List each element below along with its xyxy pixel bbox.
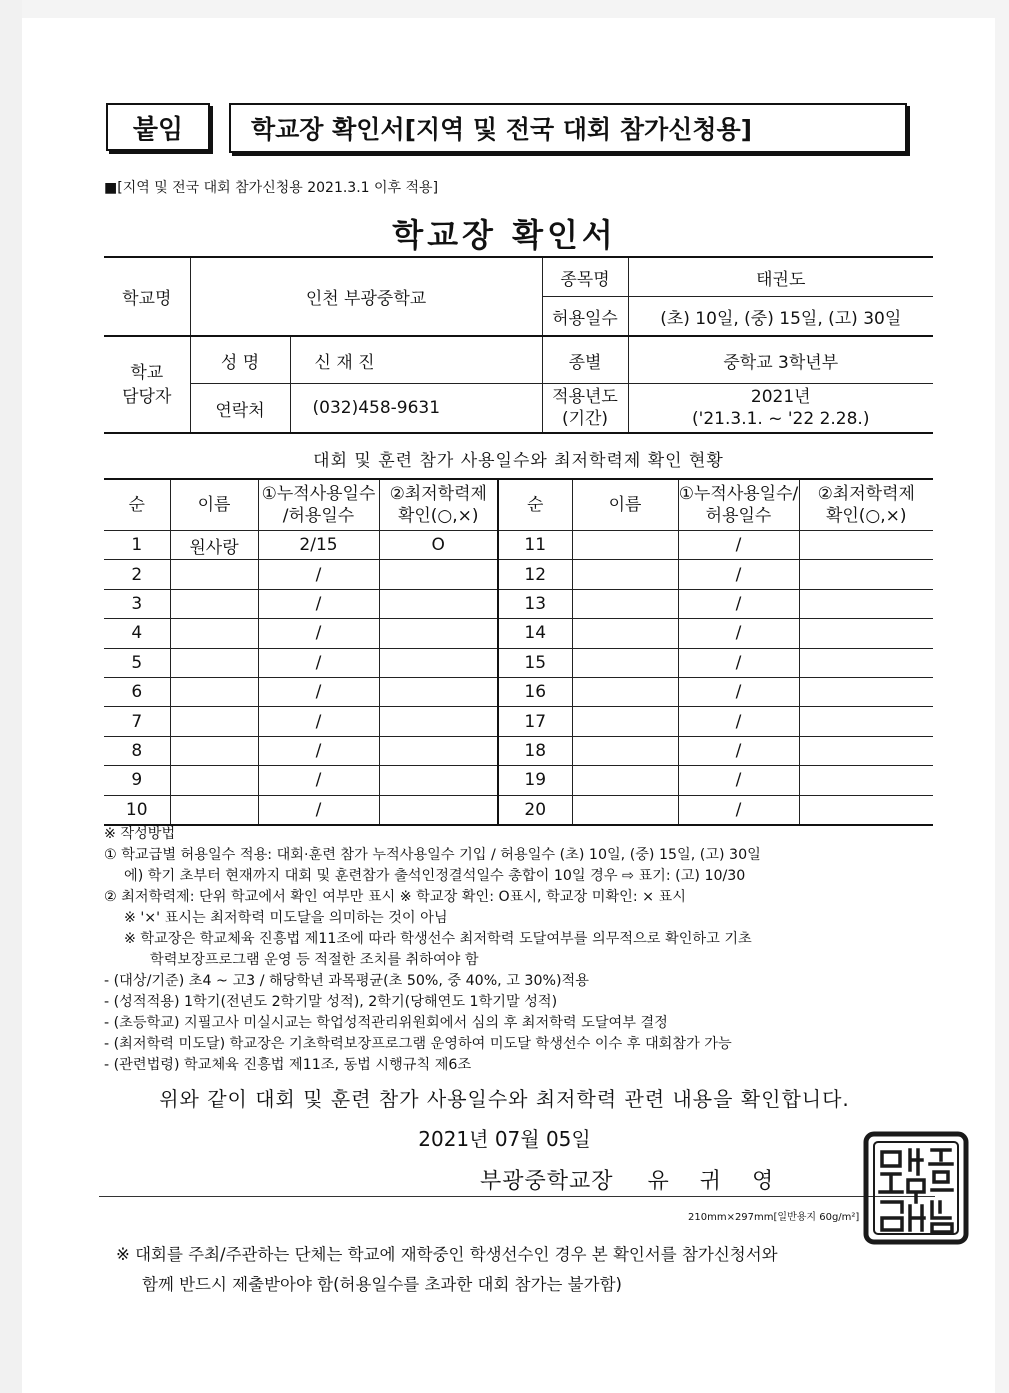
note-line: ※ 작성방법: [104, 826, 176, 842]
note-line: - (대상/기준) 초4 ~ 고3 / 해당학년 과목평균(초 50%, 중 40%, 고 30%)적용: [104, 973, 589, 989]
row-number: 17: [498, 707, 572, 736]
col-header-name: 이름: [170, 479, 258, 531]
school-seal-stamp: [860, 1128, 972, 1248]
info-table: [104, 256, 933, 434]
days-used: /: [678, 589, 799, 618]
division-label: 종별: [542, 336, 628, 384]
table-row: [104, 736, 933, 765]
grade-check: [379, 589, 498, 618]
athlete-name: [170, 707, 258, 736]
notice-line: 함께 반드시 제출받아야 함(허용일수를 초과한 대회 참가는 불가함): [142, 1275, 622, 1294]
divider: [99, 1196, 935, 1197]
table-row: [104, 648, 933, 677]
note-line: 학력보장프로그램 운영 등 적절한 조치를 취하여야 함: [150, 952, 479, 968]
row-number: 2: [104, 560, 170, 589]
table-row: [104, 560, 933, 589]
page-edge: [0, 0, 22, 1393]
submission-notice: [116, 1240, 906, 1300]
row-number: 7: [104, 707, 170, 736]
page-edge: [995, 0, 1009, 1393]
days-used: /: [258, 648, 379, 677]
athlete-name: [170, 677, 258, 706]
row-number: 3: [104, 589, 170, 618]
athlete-name: [170, 589, 258, 618]
row-number: 19: [498, 766, 572, 795]
athlete-name: [572, 736, 678, 765]
contact-label: 연락처: [190, 384, 290, 434]
grade-check: [379, 648, 498, 677]
principal-signature: [480, 1164, 785, 1195]
row-number: 6: [104, 677, 170, 706]
row-number: 10: [104, 795, 170, 825]
row-number: 14: [498, 619, 572, 648]
athlete-name: [170, 648, 258, 677]
note-line: - (최저학력 미도달) 학교장은 기초학력보장프로그램 운영하여 미도달 학생선수 이수 후 대회참가 가능: [104, 1036, 732, 1052]
allowed-label: 허용일수: [542, 297, 628, 337]
table-row: [104, 589, 933, 618]
col-header-grade-2: ②최저학력제 확인(○,×): [799, 479, 933, 531]
col-header-no-2: 순: [498, 479, 572, 531]
paper-spec: 210mm×297mm[일반용지 60g/m²]: [688, 1212, 860, 1223]
grade-check: [379, 560, 498, 589]
days-used: /: [678, 677, 799, 706]
days-used: /: [678, 531, 799, 560]
row-number: 5: [104, 648, 170, 677]
summary-title: 대회 및 훈련 참가 사용일수와 최저학력제 확인 현황: [313, 451, 724, 471]
days-used: /: [258, 707, 379, 736]
grade-check: [799, 531, 933, 560]
col-header-no: 순: [104, 479, 170, 531]
row-number: 18: [498, 736, 572, 765]
row-number: 11: [498, 531, 572, 560]
col-header-days: ①누적사용일수 /허용일수: [258, 479, 379, 531]
table-row: [104, 619, 933, 648]
days-used: /: [678, 560, 799, 589]
note-line: - (관련법령) 학교체육 진흥법 제11조, 동법 시행규칙 제6조: [104, 1057, 472, 1073]
grade-check: [799, 736, 933, 765]
col-header-days-2: ①누적사용일수/ 허용일수: [678, 479, 799, 531]
row-number: 4: [104, 619, 170, 648]
table-row: [104, 707, 933, 736]
row-number: 9: [104, 766, 170, 795]
note-line: ② 최저학력제: 단위 학교에서 확인 여부만 표시 ※ 학교장 확인: O표시, 학교장 미확인: × 표시: [104, 889, 686, 905]
year-value: 2021년: [750, 387, 811, 407]
issue-date: 2021년 07월 05일: [418, 1127, 591, 1151]
athlete-name: [170, 795, 258, 825]
page-edge: [0, 0, 1009, 18]
row-number: 16: [498, 677, 572, 706]
athlete-name: [572, 677, 678, 706]
school-label: 학교명: [104, 257, 190, 336]
row-number: 20: [498, 795, 572, 825]
grade-check: [379, 795, 498, 825]
days-used: /: [678, 619, 799, 648]
allowed-value: (초) 10일, (중) 15일, (고) 30일: [628, 297, 933, 337]
name-label: 성 명: [190, 336, 290, 384]
grade-check: [799, 677, 933, 706]
table-row: [104, 677, 933, 706]
athlete-name: [572, 707, 678, 736]
days-used: /: [258, 560, 379, 589]
year-cell: [628, 384, 933, 434]
principal-name: 유 귀 영: [647, 1169, 786, 1194]
row-number: 13: [498, 589, 572, 618]
name-value: 신 재 진: [290, 336, 542, 384]
athlete-name: [572, 766, 678, 795]
grade-check: [799, 707, 933, 736]
grade-check: [799, 560, 933, 589]
days-used: /: [258, 619, 379, 648]
grade-check: O: [379, 531, 498, 560]
days-used: 2/15: [258, 531, 379, 560]
confirmation-statement: 위와 같이 대회 및 훈련 참가 사용일수와 최저학력 관련 내용을 확인합니다.: [159, 1087, 850, 1111]
participation-table: [104, 478, 933, 826]
col-header-name-2: 이름: [572, 479, 678, 531]
grade-check: [379, 736, 498, 765]
grade-check: [379, 677, 498, 706]
athlete-name: [572, 589, 678, 618]
notice-line: ※ 대회를 주최/주관하는 단체는 학교에 재학중인 학생선수인 경우 본 확인서를 참가신청서와: [116, 1245, 778, 1264]
athlete-name: [572, 560, 678, 589]
note-line: ① 학교급별 허용일수 적용: 대회·훈련 참가 누적사용일수 기입 / 허용일수 (초) 10일, (중) 15일, (고) 30일: [104, 847, 761, 863]
principal-title: 부광중학교장: [480, 1169, 614, 1194]
writing-instructions: [104, 824, 939, 1076]
school-value: 인천 부광중학교: [190, 257, 542, 336]
manager-label: 학교 담당자: [104, 336, 190, 433]
days-used: /: [678, 766, 799, 795]
document-title: 학교장 확인서: [392, 216, 617, 254]
athlete-name: [572, 648, 678, 677]
division-value: 중학교 3학년부: [628, 336, 933, 384]
note-line: ※ 학교장은 학교체육 진흥법 제11조에 따라 학생선수 최저학력 도달여부를 의무적으로 확인하고 기초: [124, 931, 752, 947]
athlete-name: [170, 766, 258, 795]
note-line: ※ '×' 표시는 최저학력 미도달을 의미하는 것이 아님: [124, 910, 448, 926]
athlete-name: [170, 736, 258, 765]
contact-value: (032)458-9631: [290, 384, 542, 434]
grade-check: [799, 795, 933, 825]
year-label: 적용년도 (기간): [542, 384, 628, 434]
grade-check: [379, 766, 498, 795]
attachment-label: 붙임: [106, 103, 210, 151]
grade-check: [799, 648, 933, 677]
col-header-grade: ②최저학력제 확인(○,×): [379, 479, 498, 531]
grade-check: [379, 619, 498, 648]
note-line: - (초등학교) 지필고사 미실시교는 학업성적관리위원회에서 심의 후 최저학력 도달여부 결정: [104, 1015, 668, 1031]
table-row: [104, 766, 933, 795]
table-row: [104, 795, 933, 825]
athlete-name: [572, 531, 678, 560]
days-used: /: [678, 648, 799, 677]
grade-check: [799, 589, 933, 618]
athlete-name: [572, 795, 678, 825]
athlete-name: [170, 619, 258, 648]
row-number: 8: [104, 736, 170, 765]
days-used: /: [258, 795, 379, 825]
row-number: 1: [104, 531, 170, 560]
note-line: - (성적적용) 1학기(전년도 2학기말 성적), 2학기(당해연도 1학기말 성적): [104, 994, 558, 1010]
athlete-name: [170, 560, 258, 589]
period-value: ('21.3.1. ~ '22 2.28.): [692, 409, 870, 429]
athlete-name: [572, 619, 678, 648]
days-used: /: [678, 707, 799, 736]
days-used: /: [258, 677, 379, 706]
grade-check: [799, 766, 933, 795]
sport-label: 종목명: [542, 257, 628, 297]
days-used: /: [678, 795, 799, 825]
days-used: /: [258, 736, 379, 765]
sport-value: 태권도: [628, 257, 933, 297]
grade-check: [379, 707, 498, 736]
athlete-name: 원사랑: [170, 531, 258, 560]
table-row: [104, 531, 933, 560]
note-line: 에) 학기 초부터 현재까지 대회 및 훈련참가 출석인정결석일수 총합이 10일 경우 ⇨ 표기: (고) 10/30: [124, 868, 746, 884]
row-number: 15: [498, 648, 572, 677]
usage-note: ■[지역 및 전국 대회 참가신청용 2021.3.1 이후 적용]: [104, 180, 439, 196]
row-number: 12: [498, 560, 572, 589]
grade-check: [799, 619, 933, 648]
days-used: /: [258, 766, 379, 795]
days-used: /: [258, 589, 379, 618]
header-title: 학교장 확인서[지역 및 전국 대회 참가신청용]: [229, 103, 907, 153]
days-used: /: [678, 736, 799, 765]
